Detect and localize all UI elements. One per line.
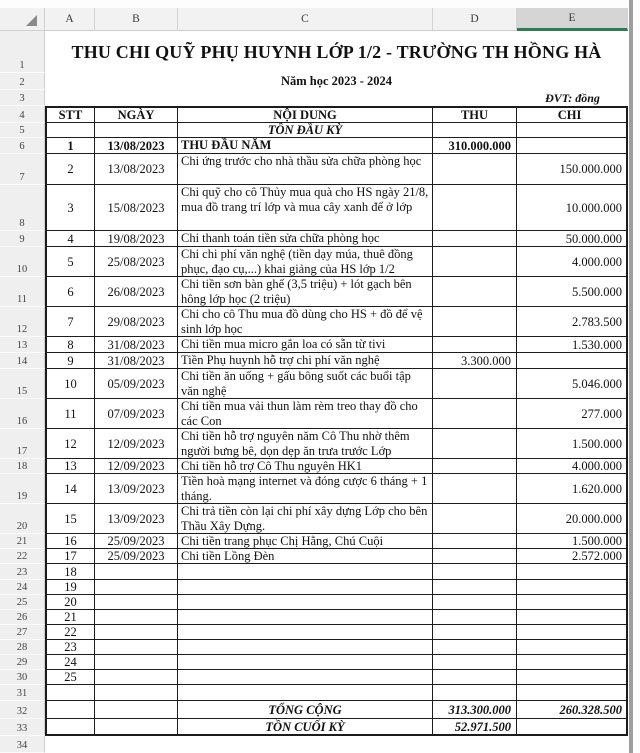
cell-C18-desc[interactable]: Chi tiền hỗ trợ Cô Thu nguyên HK1 (178, 459, 433, 474)
cell-A15-stt[interactable]: 10 (45, 369, 95, 399)
row-header-8[interactable]: 8 (0, 185, 45, 231)
cell-C8-desc[interactable]: Chi quỹ cho cô Thủy mua quà cho HS ngày 21/8, mua đồ trang trí lớp và mua cây xanh để ở lớp (178, 185, 433, 231)
row-header-29[interactable]: 29 (0, 655, 45, 670)
cell-D24-thu[interactable] (433, 580, 517, 595)
cell-C31-desc[interactable] (178, 685, 433, 701)
cell-D32[interactable]: 313.300.000 (433, 701, 517, 719)
column-header-a[interactable]: A (45, 8, 95, 31)
sheet-row-6 (0, 138, 640, 154)
cell-B19-date[interactable]: 13/09/2023 (95, 474, 178, 504)
sheet-grid (0, 31, 640, 753)
cell-A16-stt[interactable]: 11 (45, 399, 95, 429)
row-header-13[interactable]: 13 (0, 337, 45, 353)
cell-D22-thu[interactable] (433, 549, 517, 564)
column-header-e[interactable]: E (517, 8, 628, 31)
row-header-32[interactable]: 32 (0, 701, 45, 719)
cell-D20-thu[interactable] (433, 504, 517, 534)
sheet-row-21 (0, 534, 640, 549)
cell-E29-chi[interactable] (517, 655, 628, 670)
cell-A6-stt[interactable]: 1 (45, 138, 95, 154)
cell-B9-date[interactable]: 19/08/2023 (95, 231, 178, 247)
sheet-row-20 (0, 504, 640, 534)
sheet-row-32 (0, 701, 640, 719)
cell-A22-stt[interactable]: 17 (45, 549, 95, 564)
cell-D33[interactable]: 52.971.500 (433, 719, 517, 736)
header-cell-noi-dung[interactable]: NỘI DUNG (178, 106, 433, 123)
cell-E15-chi[interactable]: 5.046.000 (517, 369, 628, 399)
cell-B12-date[interactable]: 29/08/2023 (95, 307, 178, 337)
cell-E28-chi[interactable] (517, 640, 628, 655)
row-header-16[interactable]: 16 (0, 399, 45, 429)
cell-C30-desc[interactable] (178, 670, 433, 685)
cell-C22-desc[interactable]: Chi tiền Lồng Đèn (178, 549, 433, 564)
cell-B33[interactable] (95, 719, 178, 736)
cell-B14-date[interactable]: 31/08/2023 (95, 353, 178, 369)
row-header-34[interactable]: 34 (0, 736, 45, 753)
cell-B7-date[interactable]: 13/08/2023 (95, 154, 178, 185)
cell-A20-stt[interactable]: 15 (45, 504, 95, 534)
cell-C14-desc[interactable]: Tiền Phụ huynh hỗ trợ chi phí văn nghệ (178, 353, 433, 369)
column-header-c[interactable]: C (178, 8, 433, 31)
row-header-14[interactable]: 14 (0, 353, 45, 369)
row-header-10[interactable]: 10 (0, 247, 45, 277)
blank-left-area (45, 90, 517, 106)
cell-A21-stt[interactable]: 16 (45, 534, 95, 549)
cell-A29-stt[interactable]: 24 (45, 655, 95, 670)
row-header-15[interactable]: 15 (0, 369, 45, 399)
cell-B23-date[interactable] (95, 564, 178, 580)
column-header-b[interactable]: B (95, 8, 178, 31)
cell-C9-desc[interactable]: Chi thanh toán tiền sửa chữa phòng học (178, 231, 433, 247)
cell-E17-chi[interactable]: 1.500.000 (517, 429, 628, 459)
cell-C7-desc[interactable]: Chi ứng trước cho nhà thầu sửa chữa phòng học (178, 154, 433, 185)
sheet-row-27 (0, 625, 640, 640)
cell-A31-stt[interactable] (45, 685, 95, 701)
cell-D9-thu[interactable] (433, 231, 517, 247)
sheet-row-2 (0, 73, 640, 90)
cell-C10-desc[interactable]: Chi chi phí văn nghệ (tiền dạy múa, thuê đồng phục, đạo cụ,...) khai giảng của HS lớp 1/2 (178, 247, 433, 277)
cell-E22-chi[interactable]: 2.572.000 (517, 549, 628, 564)
row-header-11[interactable]: 11 (0, 277, 45, 307)
cell-E19-chi[interactable]: 1.620.000 (517, 474, 628, 504)
row-header-23[interactable]: 23 (0, 564, 45, 580)
cell-B20-date[interactable]: 13/09/2023 (95, 504, 178, 534)
sheet-row-30 (0, 670, 640, 685)
sheet-row-26 (0, 610, 640, 625)
sheet-row-3 (0, 90, 640, 106)
cell-B21-date[interactable]: 25/09/2023 (95, 534, 178, 549)
sheet-right-edge (629, 0, 633, 753)
sheet-row-28 (0, 640, 640, 655)
cell-E24-chi[interactable] (517, 580, 628, 595)
cell-A30-stt[interactable]: 25 (45, 670, 95, 685)
cell-B8-date[interactable]: 15/08/2023 (95, 185, 178, 231)
cell-A11-stt[interactable]: 6 (45, 277, 95, 307)
cell-A28-stt[interactable]: 23 (45, 640, 95, 655)
sheet-title-cell[interactable]: THU CHI QUỸ PHỤ HUYNH LỚP 1/2 - TRƯỜNG TH HỒNG HÀ (45, 31, 628, 73)
cell-D14-thu[interactable]: 3.300.000 (433, 353, 517, 369)
sheet-row-1 (0, 31, 640, 73)
cell-B16-date[interactable]: 07/09/2023 (95, 399, 178, 429)
sheet-row-23 (0, 564, 640, 580)
row-header-6[interactable]: 6 (0, 138, 45, 154)
row-header-31[interactable]: 31 (0, 685, 45, 701)
cell-C29-desc[interactable] (178, 655, 433, 670)
cell-C13-desc[interactable]: Chi tiền mua micro gắn loa có sẵn từ tivi (178, 337, 433, 353)
cell-E32[interactable]: 260.328.500 (517, 701, 628, 719)
sheet-row-8 (0, 185, 640, 231)
row-header-17[interactable]: 17 (0, 429, 45, 459)
cell-E31-chi[interactable] (517, 685, 628, 701)
cell-E21-chi[interactable]: 1.500.000 (517, 534, 628, 549)
header-cell-ngay[interactable]: NGÀY (95, 106, 178, 123)
cell-E12-chi[interactable]: 2.783.500 (517, 307, 628, 337)
cell-C33-label[interactable]: TỒN CUỐI KỲ (178, 719, 433, 736)
cell-E8-chi[interactable]: 10.000.000 (517, 185, 628, 231)
cell-D21-thu[interactable] (433, 534, 517, 549)
select-all-button[interactable] (0, 8, 45, 31)
row-header-5[interactable]: 5 (0, 123, 45, 138)
cell-A14-stt[interactable]: 9 (45, 353, 95, 369)
sheet-row-9 (0, 231, 640, 247)
cell-C27-desc[interactable] (178, 625, 433, 640)
cell-B13-date[interactable]: 31/08/2023 (95, 337, 178, 353)
cell-B25-date[interactable] (95, 595, 178, 610)
sheet-row-25 (0, 595, 640, 610)
cell-A19-stt[interactable]: 14 (45, 474, 95, 504)
cell-C24-desc[interactable] (178, 580, 433, 595)
cell-C19-desc[interactable]: Tiền hoà mạng internet và đóng cược 6 tháng + 1 tháng. (178, 474, 433, 504)
row-header-25[interactable]: 25 (0, 595, 45, 610)
row-header-20[interactable]: 20 (0, 504, 45, 534)
cell-C6-desc[interactable]: THU ĐẦU NĂM (178, 138, 433, 154)
sheet-row-5 (0, 123, 640, 138)
cell-E33[interactable] (517, 719, 628, 736)
sheet-row-31 (0, 685, 640, 701)
cell-A7-stt[interactable]: 2 (45, 154, 95, 185)
sheet-row-13 (0, 337, 640, 353)
sheet-row-4 (0, 106, 640, 123)
cell-B27-date[interactable] (95, 625, 178, 640)
cell-D26-thu[interactable] (433, 610, 517, 625)
cell-C20-desc[interactable]: Chi trả tiền còn lại chi phí xây dựng Lớp cho bên Thầu Xây Dựng. (178, 504, 433, 534)
cell-B26-date[interactable] (95, 610, 178, 625)
row-header-24[interactable]: 24 (0, 580, 45, 595)
cell-E7-chi[interactable]: 150.000.000 (517, 154, 628, 185)
cell-B30-date[interactable] (95, 670, 178, 685)
top-margin (0, 0, 640, 8)
row-header-33[interactable]: 33 (0, 719, 45, 736)
cell-D17-thu[interactable] (433, 429, 517, 459)
row-header-7[interactable]: 7 (0, 154, 45, 185)
sheet-row-22 (0, 549, 640, 564)
cell-A12-stt[interactable]: 7 (45, 307, 95, 337)
row-header-3[interactable]: 3 (0, 90, 45, 106)
row-header-26[interactable]: 26 (0, 610, 45, 625)
sheet-row-18 (0, 459, 640, 474)
sheet-row-10 (0, 247, 640, 277)
cell-D8-thu[interactable] (433, 185, 517, 231)
cell-E5[interactable] (517, 123, 628, 138)
column-header-row (0, 8, 640, 31)
cell-E25-chi[interactable] (517, 595, 628, 610)
row-header-18[interactable]: 18 (0, 459, 45, 474)
cell-B24-date[interactable] (95, 580, 178, 595)
cell-E16-chi[interactable]: 277.000 (517, 399, 628, 429)
sheet-row-19 (0, 474, 640, 504)
partial-row-area (45, 736, 628, 753)
cell-E18-chi[interactable]: 4.000.000 (517, 459, 628, 474)
cell-C26-desc[interactable] (178, 610, 433, 625)
cell-E30-chi[interactable] (517, 670, 628, 685)
sheet-row-16 (0, 399, 640, 429)
cell-A13-stt[interactable]: 8 (45, 337, 95, 353)
cell-C21-desc[interactable]: Chi tiền trang phục Chị Hằng, Chú Cuội (178, 534, 433, 549)
cell-A27-stt[interactable]: 22 (45, 625, 95, 640)
cell-A23-stt[interactable]: 18 (45, 564, 95, 580)
cell-E6-chi[interactable] (517, 138, 628, 154)
sheet-row-7 (0, 154, 640, 185)
cell-D12-thu[interactable] (433, 307, 517, 337)
cell-D11-thu[interactable] (433, 277, 517, 307)
cell-B15-date[interactable]: 05/09/2023 (95, 369, 178, 399)
window-right-margin (633, 0, 640, 753)
row-header-22[interactable]: 22 (0, 549, 45, 564)
cell-C32-label[interactable]: TỔNG CỘNG (178, 701, 433, 719)
column-header-d[interactable]: D (433, 8, 517, 31)
sheet-row-17 (0, 429, 640, 459)
cell-D16-thu[interactable] (433, 399, 517, 429)
cell-A25-stt[interactable]: 20 (45, 595, 95, 610)
cell-C15-desc[interactable]: Chi tiền ăn uống + gấu bông suốt các buổi tập văn nghệ (178, 369, 433, 399)
row-header-21[interactable]: 21 (0, 534, 45, 549)
row-header-1[interactable]: 1 (0, 31, 45, 73)
cell-C5-label[interactable]: TỒN ĐẦU KỲ (178, 123, 433, 138)
cell-B5[interactable] (95, 123, 178, 138)
cell-E13-chi[interactable]: 1.530.000 (517, 337, 628, 353)
cell-D18-thu[interactable] (433, 459, 517, 474)
cell-D27-thu[interactable] (433, 625, 517, 640)
cell-C17-desc[interactable]: Chi tiền hỗ trợ nguyên năm Cô Thu nhờ thêm người bưng bê, dọn dẹp ăn trưa trước Lớp (178, 429, 433, 459)
cell-D15-thu[interactable] (433, 369, 517, 399)
cell-E10-chi[interactable]: 4.000.000 (517, 247, 628, 277)
cell-B11-date[interactable]: 26/08/2023 (95, 277, 178, 307)
cell-A33[interactable] (45, 719, 95, 736)
cell-A24-stt[interactable]: 19 (45, 580, 95, 595)
cell-B29-date[interactable] (95, 655, 178, 670)
cell-E9-chi[interactable]: 50.000.000 (517, 231, 628, 247)
sheet-row-24 (0, 580, 640, 595)
cell-B6-date[interactable]: 13/08/2023 (95, 138, 178, 154)
cell-D31-thu[interactable] (433, 685, 517, 701)
header-cell-chi[interactable]: CHI (517, 106, 628, 123)
cell-D10-thu[interactable] (433, 247, 517, 277)
sheet-row-34 (0, 736, 640, 753)
cell-A9-stt[interactable]: 4 (45, 231, 95, 247)
unit-note-cell[interactable]: ĐVT: đồng (517, 90, 628, 106)
cell-A26-stt[interactable]: 21 (45, 610, 95, 625)
sheet-row-29 (0, 655, 640, 670)
cell-D25-thu[interactable] (433, 595, 517, 610)
row-header-28[interactable]: 28 (0, 640, 45, 655)
cell-E20-chi[interactable]: 20.000.000 (517, 504, 628, 534)
sheet-row-33 (0, 719, 640, 736)
cell-A18-stt[interactable]: 13 (45, 459, 95, 474)
cell-E11-chi[interactable]: 5.500.000 (517, 277, 628, 307)
cell-D7-thu[interactable] (433, 154, 517, 185)
cell-E14-chi[interactable] (517, 353, 628, 369)
cell-D23-thu[interactable] (433, 564, 517, 580)
cell-C16-desc[interactable]: Chi tiền mua vải thun làm rèm treo thay đồ cho các Con (178, 399, 433, 429)
cell-C12-desc[interactable]: Chi cho cô Thu mua đồ dùng cho HS + đồ để vệ sinh lớp học (178, 307, 433, 337)
cell-E23-chi[interactable] (517, 564, 628, 580)
cell-C23-desc[interactable] (178, 564, 433, 580)
row-header-12[interactable]: 12 (0, 307, 45, 337)
cell-C25-desc[interactable] (178, 595, 433, 610)
header-cell-stt[interactable]: STT (45, 106, 95, 123)
cell-B17-date[interactable]: 12/09/2023 (95, 429, 178, 459)
sheet-row-14 (0, 353, 640, 369)
cell-B32[interactable] (95, 701, 178, 719)
cell-D5[interactable] (433, 123, 517, 138)
sheet-row-12 (0, 307, 640, 337)
sheet-row-15 (0, 369, 640, 399)
cell-B10-date[interactable]: 25/08/2023 (95, 247, 178, 277)
row-header-19[interactable]: 19 (0, 474, 45, 504)
row-header-30[interactable]: 30 (0, 670, 45, 685)
row-header-9[interactable]: 9 (0, 231, 45, 247)
cell-E27-chi[interactable] (517, 625, 628, 640)
select-all-triangle-icon (26, 15, 37, 26)
cell-A17-stt[interactable]: 12 (45, 429, 95, 459)
cell-D30-thu[interactable] (433, 670, 517, 685)
cell-D28-thu[interactable] (433, 640, 517, 655)
cell-B22-date[interactable]: 25/09/2023 (95, 549, 178, 564)
row-header-2[interactable]: 2 (0, 73, 45, 90)
cell-E26-chi[interactable] (517, 610, 628, 625)
row-header-4[interactable]: 4 (0, 106, 45, 123)
cell-B31-date[interactable] (95, 685, 178, 701)
header-cell-thu[interactable]: THU (433, 106, 517, 123)
cell-B18-date[interactable]: 12/09/2023 (95, 459, 178, 474)
cell-D6-thu[interactable]: 310.000.000 (433, 138, 517, 154)
sheet-row-11 (0, 277, 640, 307)
row-header-27[interactable]: 27 (0, 625, 45, 640)
cell-C28-desc[interactable] (178, 640, 433, 655)
cell-A5[interactable] (45, 123, 95, 138)
school-year-cell[interactable]: Năm học 2023 - 2024 (45, 73, 628, 90)
cell-B28-date[interactable] (95, 640, 178, 655)
cell-A10-stt[interactable]: 5 (45, 247, 95, 277)
cell-D29-thu[interactable] (433, 655, 517, 670)
cell-A32[interactable] (45, 701, 95, 719)
cell-D13-thu[interactable] (433, 337, 517, 353)
cell-A8-stt[interactable]: 3 (45, 185, 95, 231)
cell-C11-desc[interactable]: Chi tiền sơn bàn ghế (3,5 triệu) + lót gạch bên hông lớp học (2 triệu) (178, 277, 433, 307)
cell-D19-thu[interactable] (433, 474, 517, 504)
